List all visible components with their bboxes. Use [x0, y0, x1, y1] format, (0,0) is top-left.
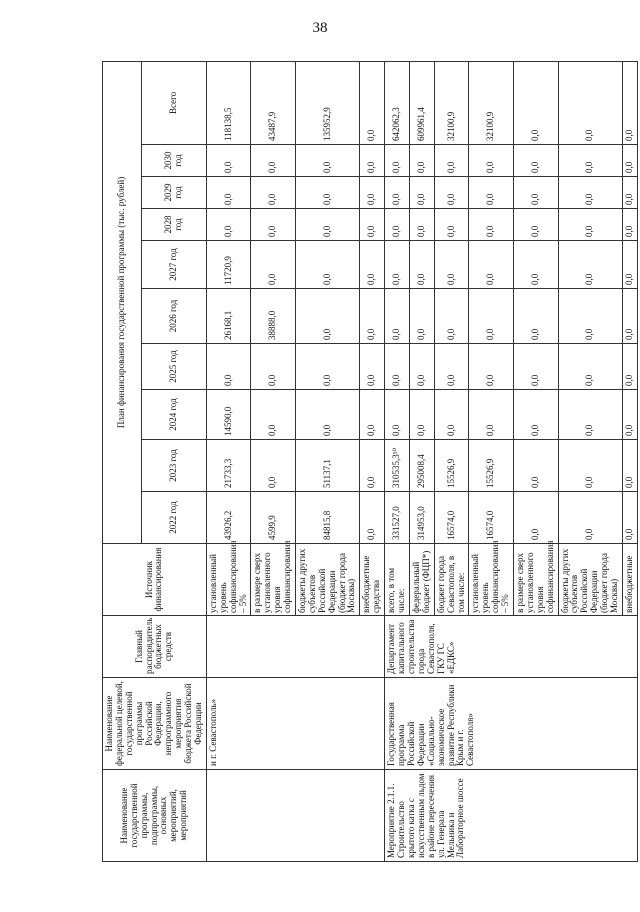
value-cell: 0,0 — [251, 390, 296, 440]
value-cell: 0,0 — [360, 289, 385, 344]
program-name-cell: Мероприятие 2.1.1. Строительство крытого катка с искусственным льдом в районе пересечения ул. Генерала Мельника и Лабораторное шоссе — [385, 770, 638, 862]
value-cell: 0,0 — [558, 344, 622, 390]
value-cell: 0,0 — [513, 289, 558, 344]
total-cell: 0,0 — [622, 61, 637, 144]
value-cell: 0,0 — [409, 344, 434, 390]
value-cell: 0,0 — [558, 177, 622, 209]
value-cell: 0,0 — [558, 241, 622, 289]
table-row — [385, 61, 410, 861]
value-cell: 0,0 — [513, 390, 558, 440]
value-cell: 0,0 — [385, 177, 410, 209]
header-source: Источник финансирования — [103, 544, 207, 616]
header-row-1 — [103, 61, 142, 861]
value-cell: 0,0 — [360, 440, 385, 492]
value-cell: 16574,0 — [434, 492, 469, 544]
value-cell: 0,0 — [296, 177, 360, 209]
header-program: Наименование государственной программы, подпрограммы, основных мероприятий, мероприятий — [103, 770, 207, 862]
value-cell: 0,0 — [409, 289, 434, 344]
total-cell: 118138,5 — [206, 61, 251, 144]
value-cell: 0,0 — [469, 289, 514, 344]
value-cell: 0,0 — [206, 145, 251, 177]
value-cell: 0,0 — [206, 177, 251, 209]
value-cell: 0,0 — [296, 289, 360, 344]
financing-table — [102, 61, 638, 862]
federal-program-cell: и г. Севастополь» — [206, 678, 384, 770]
value-cell: 0,0 — [251, 209, 296, 241]
value-cell: 0,0 — [434, 344, 469, 390]
value-cell: 0,0 — [360, 177, 385, 209]
value-cell: 0,0 — [409, 241, 434, 289]
value-cell: 0,0 — [469, 344, 514, 390]
header-year: 2030 год — [142, 145, 207, 177]
value-cell: 0,0 — [385, 390, 410, 440]
source-cell: установленный уровень софинансирования – 5% — [469, 544, 514, 616]
value-cell: 0,0 — [360, 492, 385, 544]
value-cell: 15526,9 — [469, 440, 514, 492]
value-cell: 0,0 — [296, 145, 360, 177]
value-cell: 0,0 — [206, 209, 251, 241]
value-cell: 0,0 — [469, 241, 514, 289]
rotated-table-container — [102, 62, 634, 862]
source-cell: бюджеты других субъектов Российской Федерации (бюджет города Москвы) — [296, 544, 360, 616]
value-cell: 310535,3¹⁰ — [385, 440, 410, 492]
total-cell: 642062,3 — [385, 61, 410, 144]
value-cell: 0,0 — [513, 241, 558, 289]
header-year: 2027 год — [142, 241, 207, 289]
value-cell: 0,0 — [251, 177, 296, 209]
value-cell: 0,0 — [513, 344, 558, 390]
value-cell: 0,0 — [251, 241, 296, 289]
value-cell: 0,0 — [622, 440, 637, 492]
value-cell: 0,0 — [385, 344, 410, 390]
source-cell: всего, в том числе: — [385, 544, 410, 616]
value-cell: 0,0 — [360, 344, 385, 390]
value-cell: 0,0 — [622, 145, 637, 177]
total-cell: 0,0 — [360, 61, 385, 144]
header-year: 2023 год — [142, 440, 207, 492]
value-cell: 0,0 — [296, 344, 360, 390]
value-cell: 15526,9 — [434, 440, 469, 492]
value-cell: 0,0 — [296, 390, 360, 440]
value-cell: 0,0 — [360, 390, 385, 440]
source-cell: бюджеты других субъектов Российской Федерации (бюджет города Москвы) — [558, 544, 622, 616]
value-cell: 84815,8 — [296, 492, 360, 544]
value-cell: 4599,9 — [251, 492, 296, 544]
value-cell: 0,0 — [385, 145, 410, 177]
value-cell: 0,0 — [434, 145, 469, 177]
value-cell: 0,0 — [296, 241, 360, 289]
page-number: 38 — [312, 20, 328, 36]
table-row — [206, 61, 251, 861]
source-cell: в размере сверх установленного уровня софинансирования — [513, 544, 558, 616]
source-cell: внебюджетные средства — [360, 544, 385, 616]
value-cell: 0,0 — [622, 344, 637, 390]
value-cell: 0,0 — [206, 344, 251, 390]
value-cell: 0,0 — [513, 145, 558, 177]
value-cell: 314953,0 — [409, 492, 434, 544]
total-cell: 43487,9 — [251, 61, 296, 144]
value-cell: 0,0 — [434, 390, 469, 440]
header-plan: План финансирования государственной программы (тыс. рублей) — [103, 61, 142, 543]
value-cell: 0,0 — [513, 440, 558, 492]
value-cell: 0,0 — [360, 241, 385, 289]
source-cell: установленный уровень софинансирования – 5% — [206, 544, 251, 616]
value-cell: 0,0 — [385, 241, 410, 289]
header-year: 2028 год — [142, 209, 207, 241]
value-cell: 0,0 — [622, 492, 637, 544]
value-cell: 0,0 — [558, 209, 622, 241]
value-cell: 0,0 — [622, 177, 637, 209]
header-year: 2022 год — [142, 492, 207, 544]
value-cell: 38888,0 — [251, 289, 296, 344]
value-cell: 0,0 — [513, 492, 558, 544]
value-cell: 0,0 — [251, 145, 296, 177]
value-cell: 0,0 — [469, 177, 514, 209]
value-cell: 16574,0 — [469, 492, 514, 544]
value-cell: 0,0 — [360, 145, 385, 177]
value-cell: 0,0 — [251, 440, 296, 492]
value-cell: 0,0 — [434, 241, 469, 289]
value-cell: 0,0 — [469, 145, 514, 177]
value-cell: 0,0 — [622, 390, 637, 440]
value-cell: 0,0 — [469, 390, 514, 440]
value-cell: 0,0 — [558, 289, 622, 344]
total-cell: 0,0 — [513, 61, 558, 144]
header-manager: Главный распорядитель бюджетных средств — [103, 616, 207, 678]
value-cell: 0,0 — [558, 440, 622, 492]
header-year: 2024 год — [142, 390, 207, 440]
source-cell: федеральный бюджет (ФЦП*) — [409, 544, 434, 616]
value-cell: 0,0 — [296, 209, 360, 241]
value-cell: 0,0 — [434, 177, 469, 209]
federal-program-cell: Государственная программа Российской Федерации «Социально-экономическое развитие Республики Крым и г. Севастополя» — [385, 678, 638, 770]
value-cell: 43926,2 — [206, 492, 251, 544]
header-year: 2026 год — [142, 289, 207, 344]
value-cell: 14590,0 — [206, 390, 251, 440]
value-cell: 331527,0 — [385, 492, 410, 544]
program-name-cell — [206, 770, 384, 862]
value-cell: 0,0 — [409, 390, 434, 440]
value-cell: 11720,9 — [206, 241, 251, 289]
source-cell: в размере сверх установленного уровня софинансирования — [251, 544, 296, 616]
total-cell: 0,0 — [558, 61, 622, 144]
header-total: Всего — [142, 61, 207, 144]
value-cell: 0,0 — [622, 209, 637, 241]
value-cell: 0,0 — [622, 241, 637, 289]
value-cell: 0,0 — [385, 289, 410, 344]
header-year: 2029 год — [142, 177, 207, 209]
table-body — [206, 61, 637, 861]
source-cell: внебюджетные — [622, 544, 637, 616]
header-year: 2025 год — [142, 344, 207, 390]
value-cell: 0,0 — [558, 492, 622, 544]
total-cell: 609961,4 — [409, 61, 434, 144]
value-cell: 0,0 — [385, 209, 410, 241]
manager-cell: Департамент капитального строительства города Севастополя, ГКУ ГС «ЕДКС» — [385, 616, 638, 678]
value-cell: 51137,1 — [296, 440, 360, 492]
value-cell: 0,0 — [434, 289, 469, 344]
source-cell: бюджет города Севастополя, в том числе: — [434, 544, 469, 616]
value-cell: 0,0 — [360, 209, 385, 241]
value-cell: 0,0 — [409, 209, 434, 241]
value-cell: 295008,4 — [409, 440, 434, 492]
total-cell: 32100,9 — [434, 61, 469, 144]
total-cell: 32100,9 — [469, 61, 514, 144]
total-cell: 135952,9 — [296, 61, 360, 144]
value-cell: 0,0 — [558, 145, 622, 177]
value-cell: 21733,3 — [206, 440, 251, 492]
manager-cell — [206, 616, 384, 678]
value-cell: 0,0 — [434, 209, 469, 241]
value-cell: 0,0 — [513, 177, 558, 209]
value-cell: 0,0 — [409, 145, 434, 177]
value-cell: 0,0 — [409, 177, 434, 209]
value-cell: 0,0 — [622, 289, 637, 344]
value-cell: 26168,1 — [206, 289, 251, 344]
value-cell: 0,0 — [513, 209, 558, 241]
value-cell: 0,0 — [558, 390, 622, 440]
header-federal-program: Наименование федеральной целевой, государственной программы Российской Федерации, непрограммного мероприятия бюджета Российской Федерации — [103, 678, 207, 770]
value-cell: 0,0 — [469, 209, 514, 241]
value-cell: 0,0 — [251, 344, 296, 390]
